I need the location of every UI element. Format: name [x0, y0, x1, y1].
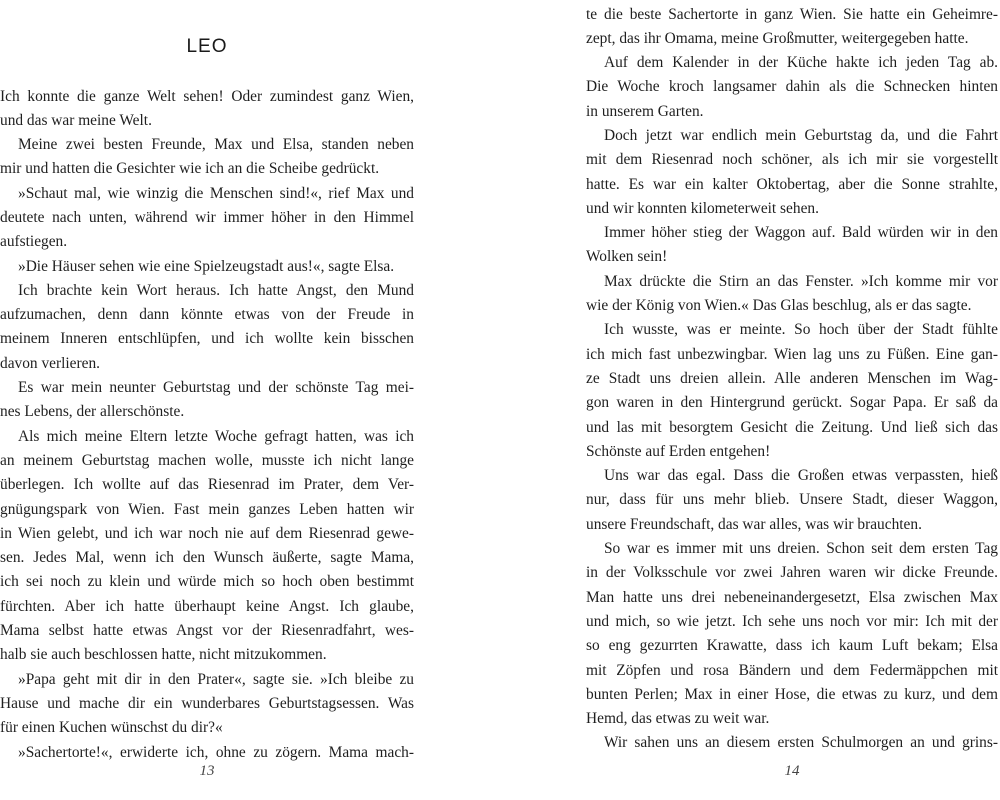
text-line: Schönste auf Erden entgehen!	[586, 442, 771, 460]
text-line: in Wien gelebt, und ich war noch nie auf dem Riesenrad gewe-	[0, 524, 414, 542]
text-line: Uns war das egal. Dass die Großen etwas verpassten, hieß	[604, 467, 998, 485]
text-line: ich mich fast unbezwingbar. Wien lag uns zu Füßen. Eine gan-	[586, 345, 998, 363]
text-line: für einen Kuchen wünschst du dir?«	[0, 719, 223, 737]
text-line: nur, dass für uns mehr blieb. Unsere Stadt, dieser Waggon,	[586, 491, 998, 509]
text-line: »Schaut mal, wie winzig die Menschen sind!«, rief Max und	[18, 184, 414, 202]
text-line: »Papa geht mit dir in den Prater«, sagte sie. »Ich bleibe zu	[18, 670, 414, 688]
text-line: in unserem Garten.	[586, 102, 704, 120]
text-line: Hemd, das etwas zu weit war.	[586, 710, 770, 728]
text-line: Mama selbst hatte etwas Angst vor der Riesenradfahrt, wes-	[0, 622, 414, 640]
text-line: Hause und mache dir ein wunderbares Geburtstagsessen. Was	[0, 694, 414, 712]
text-line: Ich konnte die ganze Welt sehen! Oder zumindest ganz Wien,	[0, 87, 414, 105]
right-page	[586, 0, 998, 800]
text-line: nes Lebens, der allerschönste.	[0, 403, 185, 421]
text-line: »Die Häuser sehen wie eine Spielzeugstadt aus!«, sagte Elsa.	[18, 257, 395, 275]
text-line: so eng gezurrten Krawatte, dass ich kaum Luft bekam; Elsa	[586, 637, 998, 655]
text-line: aufstiegen.	[0, 233, 68, 251]
text-line: und das war meine Welt.	[0, 111, 152, 129]
text-line: zept, das ihr Omama, meine Großmutter, weitergegeben hatte.	[586, 29, 969, 47]
text-line: sen. Jedes Mal, wenn ich den Wunsch äußerte, sagte Mama,	[0, 549, 414, 567]
text-line: »Sachertorte!«, erwiderte ich, ohne zu zögern. Mama mach-	[18, 743, 414, 761]
text-line: Man hatte uns drei nebeneinandergesetzt, Elsa zwischen Max	[586, 588, 998, 606]
text-line: fürchten. Aber ich hatte überhaupt keine Angst. Ich glaube,	[0, 597, 414, 615]
chapter-title: LEO	[186, 36, 228, 57]
text-line: davon verlieren.	[0, 354, 100, 372]
text-line: in der Volksschule vor zwei Jahren waren wir dicke Freunde.	[586, 564, 998, 582]
text-line: te die beste Sachertorte in ganz Wien. Sie hatte ein Geheimre-	[586, 5, 998, 23]
text-line: mir und hatten die Gesichter wie ich an die Scheibe gedrückt.	[0, 160, 380, 178]
text-line: Auf dem Kalender in der Küche hakte ich jeden Tag ab.	[604, 54, 998, 72]
text-line: mit Zöpfen und rosa Bändern und dem Federmäppchen mit	[586, 661, 998, 679]
text-line: aufzumachen, denn dann könnte etwas von der Freude in	[0, 306, 414, 324]
text-line: Immer höher stieg der Waggon auf. Bald würden wir in den	[604, 224, 998, 242]
text-line: meinem Inneren entschlüpfen, und ich wollte kein bisschen	[0, 330, 414, 348]
text-line: Wir sahen uns an diesem ersten Schulmorgen an und grins-	[604, 734, 998, 752]
text-line: und mich, so wie jetzt. Ich sehe uns noch vor mir: Ich mit der	[586, 612, 998, 630]
text-line: und las mit besorgtem Gesicht die Zeitung. Und ließ sich das	[586, 418, 998, 436]
text-line: Ich brachte kein Wort heraus. Ich hatte Angst, den Mund	[18, 281, 414, 299]
text-line: bunten Perlen; Max in einer Hose, die etwas zu kurz, und dem	[586, 685, 998, 703]
text-line: überlegen. Ich wollte auf das Riesenrad im Prater, dem Ver-	[0, 476, 414, 494]
text-line: hatte. Es war ein kalter Oktobertag, aber die Sonne strahlte,	[586, 175, 998, 193]
text-line: Meine zwei besten Freunde, Max und Elsa, standen neben	[18, 136, 414, 154]
text-line: gon waren in den Hintergrund gerückt. Sogar Papa. Er saß da	[586, 394, 998, 412]
text-line: Max drückte die Stirn an das Fenster. »Ich komme mir vor	[604, 272, 998, 290]
text-line: Als mich meine Eltern letzte Woche gefragt hatten, was ich	[18, 427, 414, 445]
text-line: halb sie auch beschlossen hatte, nicht mitzukommen.	[0, 646, 327, 664]
left-page	[0, 0, 414, 800]
text-line: Die Woche kroch langsamer dahin als die Schnecken hinten	[586, 78, 998, 96]
text-line: ich sei noch zu klein und würde mich so hoch oben bestimmt	[0, 573, 414, 591]
text-line: mit dem Riesenrad noch schöner, als ich mir sie vorgestellt	[586, 151, 998, 169]
text-line: ze Stadt uns dreien allein. Alle anderen Menschen im Wag-	[586, 369, 998, 387]
text-line: Doch jetzt war endlich mein Geburtstag da, und die Fahrt	[604, 126, 998, 144]
text-line: unsere Freundschaft, das war alles, was wir brauchten.	[586, 515, 922, 533]
text-line: wie der König von Wien.« Das Glas beschlug, als er das sagte.	[586, 297, 972, 315]
text-line: So war es immer mit uns dreien. Schon seit dem ersten Tag	[604, 540, 998, 558]
text-line: deutete nach unten, während wir immer höher in den Himmel	[0, 208, 414, 226]
text-line: Wolken sein!	[586, 248, 668, 266]
right-page-text	[586, 3, 998, 756]
page-number-right: 14	[784, 763, 800, 779]
text-line: und wir konnten kilometerweit sehen.	[586, 199, 819, 217]
text-line: Ich wusste, was er meinte. So hoch über der Stadt fühlte	[604, 321, 998, 339]
page-number-left: 13	[199, 763, 215, 779]
text-line: an meinem Geburtstag machen wolle, musste ich nicht lange	[0, 451, 414, 469]
left-page-text	[0, 85, 414, 765]
text-line: gnügungspark von Wien. Fast mein ganzes Leben hatten wir	[0, 500, 414, 518]
text-line: Es war mein neunter Geburtstag und der schönste Tag mei-	[18, 379, 414, 397]
